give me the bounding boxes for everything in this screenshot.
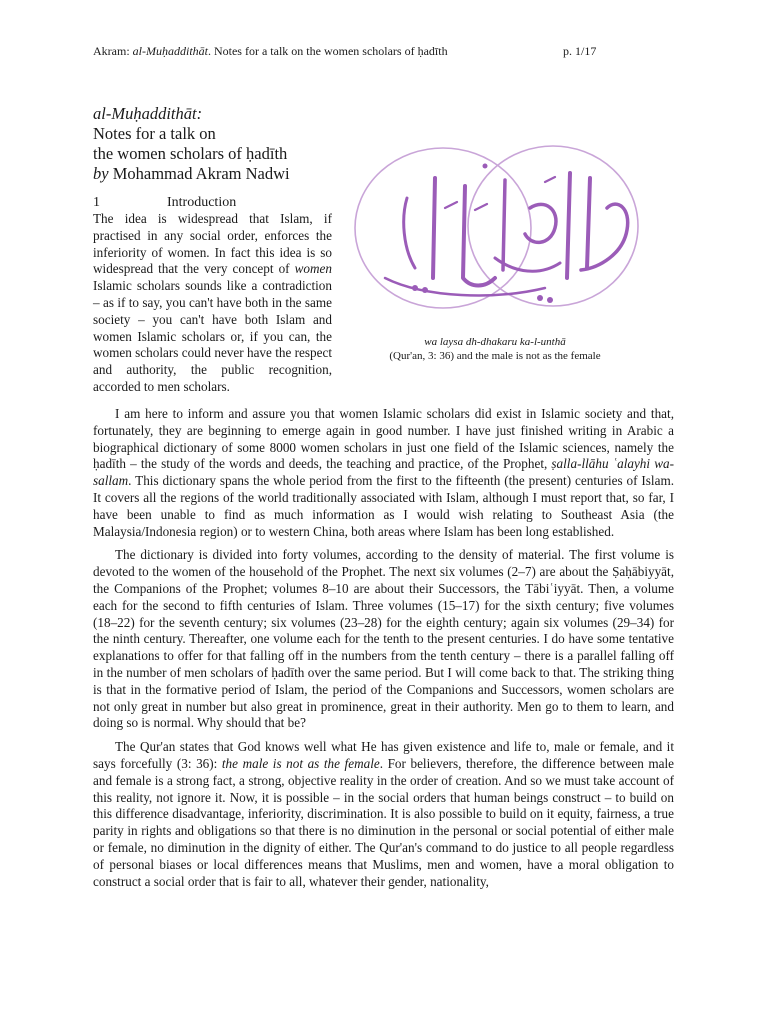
paragraph-3 xyxy=(93,739,674,890)
intro-italic: women xyxy=(294,261,332,277)
p3-italic: the male is not as the female xyxy=(221,755,380,771)
section-title: Introduction xyxy=(167,195,237,210)
figure-caption xyxy=(345,335,645,363)
p1-text-a: I am here to inform and assure you that women Islamic scholars did exist in Islamic society and that, fortunately, they are beginning to emerge again in good number. I have just finished writing in Arabic a biographical dictionary of some 8000 women scholars in just one field of the Islamic sciences, namely the ḥadīth – the study of the words and deeds, the teaching and practice, of the Prophet, xyxy=(93,406,674,472)
header-author: Akram: xyxy=(93,44,133,58)
p1-italic: ṣalla-llāhu ʿalayhi wa-sallam xyxy=(93,456,674,489)
title-line-3: the women scholars of ḥadīth xyxy=(93,144,288,163)
p1-text-b: . This dictionary spans the whole period from the first to the fifteenth (the present) centuries of Islam. It covers all the regions of the world traditionally associated with Islam, although I must report that, so far, I have been unable to find as much information as I would wish relating to Southeast Asia (the Malaysia/Indonesia region) or to western China, both areas where Islam has been long established. xyxy=(93,473,674,539)
p3-text-a: The Qur'an states that God knows well what He has given existence and life to, male or female, and it says forcefully (3: 36): xyxy=(93,739,674,771)
caption-reference: (Qur'an, 3: 36) and the male is not as the female xyxy=(389,350,601,362)
author-by: by xyxy=(93,164,109,183)
running-header-title xyxy=(93,44,448,58)
title-line-2: Notes for a talk on xyxy=(93,124,216,143)
calligraphy-image xyxy=(345,138,645,338)
title-italic: al-Muḥaddithāt: xyxy=(93,104,203,123)
calligraphy-strokes xyxy=(385,173,628,295)
title-line-1 xyxy=(93,104,353,124)
caption-transliteration: wa laysa dh-dhakaru ka-l-unthā xyxy=(424,336,566,348)
author-name: Mohammad Akram Nadwi xyxy=(108,164,290,183)
section-number: 1 xyxy=(93,195,100,210)
section-heading xyxy=(93,195,236,211)
page-number: p. 1/17 xyxy=(563,44,597,58)
p3-text-b: . For believers, therefore, the difference between male and female is a strong fact, a strong, objective reality in the order of creation. And so we must take account of this reality, not ignore it. Now, it is possible – in the social orders that human beings construct – to build on this difference disadvantage, inferiority, discrimination. It is also possible to build on it equity, fairness, a true parity in rights and obligations so that there is no diminution in the personal or social potential of either male or female, no diminution in the dignity of either. The Qur'an's command to do justice to all people regardless of personal biases or local differences means that Muslims, men and women, have a moral obligation to construct a social order that is fair to all, whatever their gender, nationality, xyxy=(93,755,674,889)
intro-text-2: Islamic scholars sounds like a contradiction – as if to say, you can't have both in the same society – you can't have both Islam and women Islamic scholars or, if you can, the women scholars could never have the respect and authority, the public recognition, accorded to men scholars. xyxy=(93,278,332,394)
header-work-title: al-Muḥaddithāt xyxy=(132,44,208,58)
body-text xyxy=(93,406,674,897)
intro-text-1: The idea is widespread that Islam, if practised in any social order, enforces the inferiority of women. In fact this idea is so widespread that the very concept of xyxy=(93,211,332,277)
calligraphy-figure xyxy=(345,138,645,366)
title-block xyxy=(93,104,353,184)
intro-paragraph xyxy=(93,211,332,396)
paragraph-1 xyxy=(93,406,674,540)
author-line xyxy=(93,164,353,184)
paragraph-2: The dictionary is divided into forty volumes, according to the density of material. The first volume is devoted to the women of the household of the Prophet. The next six volumes (2–7) are about the Ṣaḥābiyyāt, the Companions of the Prophet; volumes 8–10 are about their Successors, the Tābiʿiyyāt. Then, a volume each for the second to fifth centuries of Islam. Three volumes (15–17) for the sixth century; five volumes (18–22) for the seventh century; six volumes (23–28) for the eighth century; again six volumes (29–34) for the ninth century. Thereafter, one volume each for the tenth to the present centuries. I do have some tentative explanations to offer for that falling off in the numbers from the tenth century – there is a parallel falling off in the number of men scholars of ḥadīth over the same period. But I will come back to that. The striking thing is that in the formative period of Islam, the period of the Companions and Successors, women scholars are not only great in number but also great in prominence, great in their authority. Men go to them to learn, and doing so is normal. Why should that be? xyxy=(93,547,674,731)
header-subtitle: . Notes for a talk on the women scholars of ḥadīth xyxy=(207,44,448,58)
